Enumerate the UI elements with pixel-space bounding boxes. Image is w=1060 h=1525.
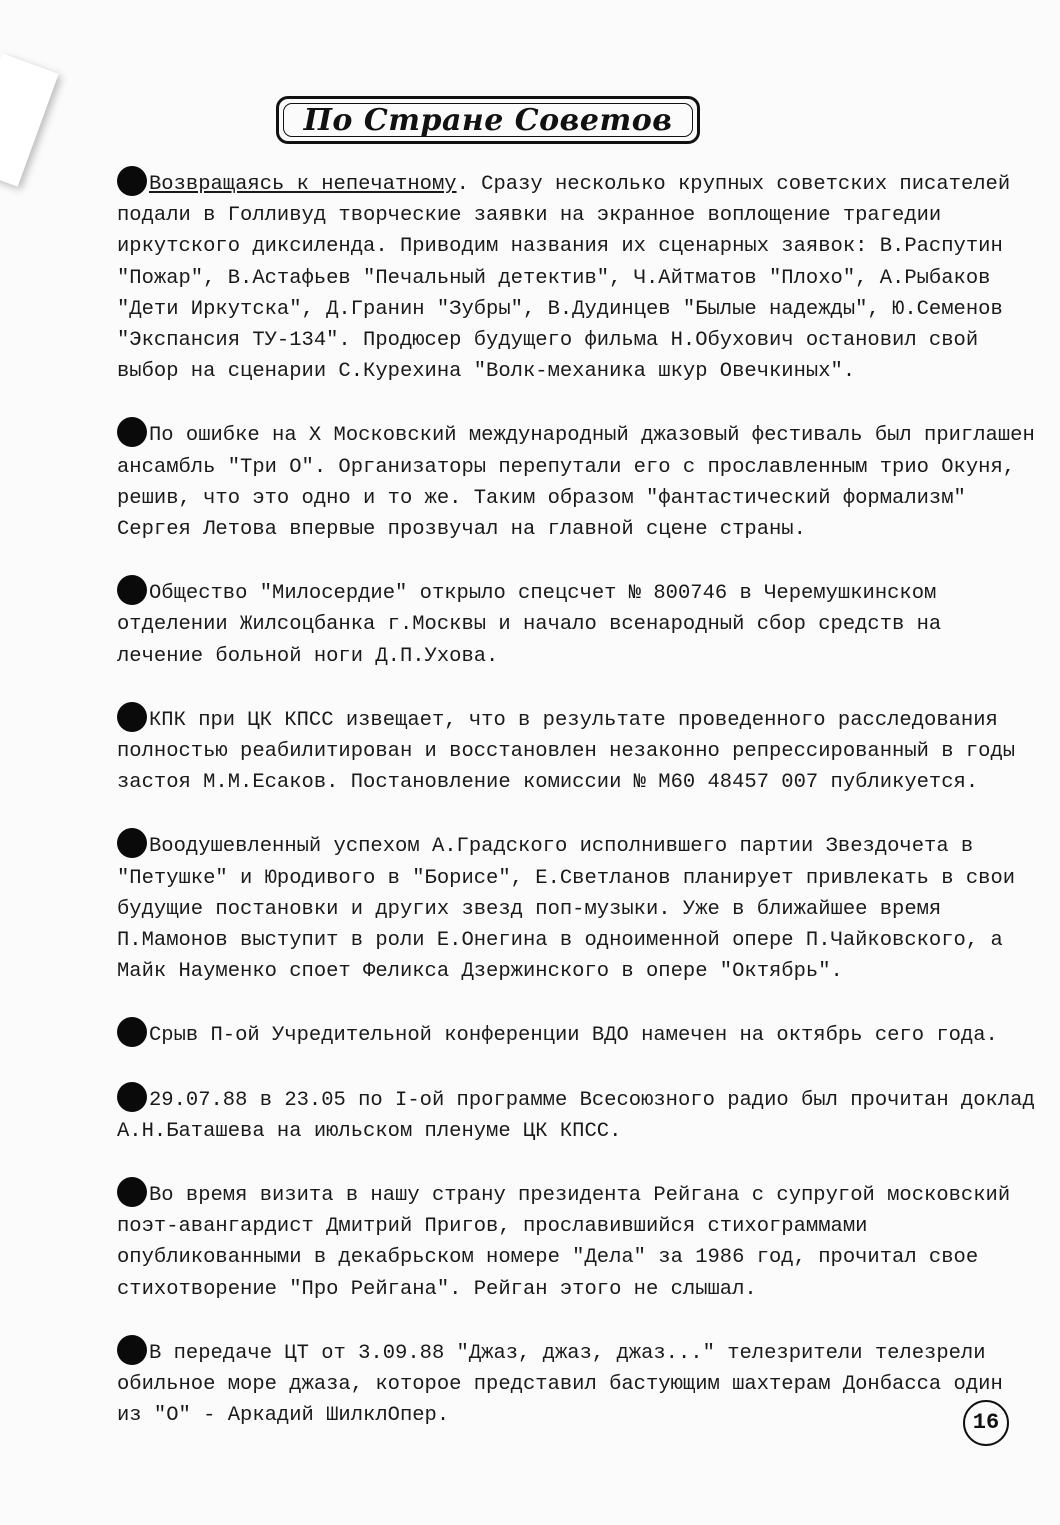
masthead-title: По Стране Советов xyxy=(303,103,673,138)
news-item xyxy=(117,166,1035,387)
news-item-text: Воодушевленный успехом А.Градского исполнившего партии Звездочета в "Петушке" и Юродивого в "Борисе", Е.Светланов планирует привлекать в свои будущие постановки и других звезд поп-музыки. Уже в ближайшее время П.Мамонов выступит в роли Е.Онегина в одноименной опере П.Чайковского, а Майк Науменко споет Феликса Дзержинского в опере "Октябрь". xyxy=(117,835,1016,984)
news-item xyxy=(117,828,1035,987)
news-item xyxy=(117,1335,1035,1432)
bullet-icon xyxy=(117,828,147,858)
bullet-icon xyxy=(117,166,147,196)
news-item-lead: Возвращаясь к непечатному xyxy=(149,173,457,196)
news-item xyxy=(117,1017,1035,1051)
bullet-icon xyxy=(117,1082,147,1112)
bullet-icon xyxy=(117,702,147,732)
bullet-icon xyxy=(117,1017,147,1047)
news-item-text: Срыв П-ой Учредительной конференции ВДО намечен на октябрь сего года. xyxy=(149,1024,998,1048)
article-body xyxy=(117,166,1035,1462)
news-item xyxy=(117,575,1035,672)
news-item-text: По ошибке на X Московский международный джазовый фестиваль был приглашен ансамбль "Три О". Организаторы перепутали его с прославленным трио Окуня, решив, что это одно и то же. Таким образом "фантастический формализм" Сергея Летова впервые прозвучал на главной сцене страны. xyxy=(117,424,1035,542)
news-item-text: Общество "Милосердие" открыло спецсчет № 800746 в Черемушкинском отделении Жилсоцбанка г.Москвы и начало всенародный сбор средств на лечение больной ноги Д.П.Ухова. xyxy=(117,582,942,668)
news-item-text: КПК при ЦК КПСС извещает, что в результате проведенного расследования полностью реабилитирован и восстановлен незаконно репрессированный в годы застоя М.М.Есаков. Постановление комиссии № М60 48457 007 публикуется. xyxy=(117,708,1016,795)
bullet-icon xyxy=(117,1177,147,1207)
masthead-frame xyxy=(276,96,700,144)
news-item xyxy=(117,1177,1035,1305)
news-item-text: . Сразу несколько крупных советских писателей подали в Голливуд творческие заявки на экранное воплощение трагедии иркутского диксиленда. Приводим названия их сценарных заявок: В.Распутин "Пожар", В.Астафьев "Печальный детектив", Ч.Айтматов "Плохо", А.Рыбаков "Дети Иркутска", Д.Гранин "Зубры", В.Дудинцев "Былые надежды", Ю.Семенов "Экспансия ТУ-134". Продюсер будущего фильма Н.Обухович остановил свой выбор на сценарии С.Курехина "Волк-механика шкур Овечкиных". xyxy=(117,173,1011,384)
news-item-text: В передаче ЦТ от 3.09.88 "Джаз, джаз, джаз..." телезрители телезрели обильное море джаза, которое представил бастующим шахтерам Донбасса один из "О" - Аркадий ШилклОпер. xyxy=(117,1341,1003,1428)
news-item xyxy=(117,1082,1035,1147)
news-item xyxy=(117,417,1035,545)
news-item xyxy=(117,702,1035,799)
bullet-icon xyxy=(117,575,147,605)
news-item-text: 29.07.88 в 23.05 по I-ой программе Всесоюзного радио был прочитан доклад А.Н.Баташева на июльском пленуме ЦК КПСС. xyxy=(117,1088,1035,1143)
news-item-text: Во время визита в нашу страну президента Рейгана с супругой московский поэт-авангардист Дмитрий Пригов, прославившийся стихограммами опубликованными в декабрьском номере "Дела" за 1986 год, прочитал свое стихотворение "Про Рейгана". Рейган этого не слышал. xyxy=(117,1184,1011,1301)
bullet-icon xyxy=(117,417,147,447)
folded-corner xyxy=(0,53,59,186)
bullet-icon xyxy=(117,1335,147,1365)
page-number: 16 xyxy=(963,1400,1009,1446)
